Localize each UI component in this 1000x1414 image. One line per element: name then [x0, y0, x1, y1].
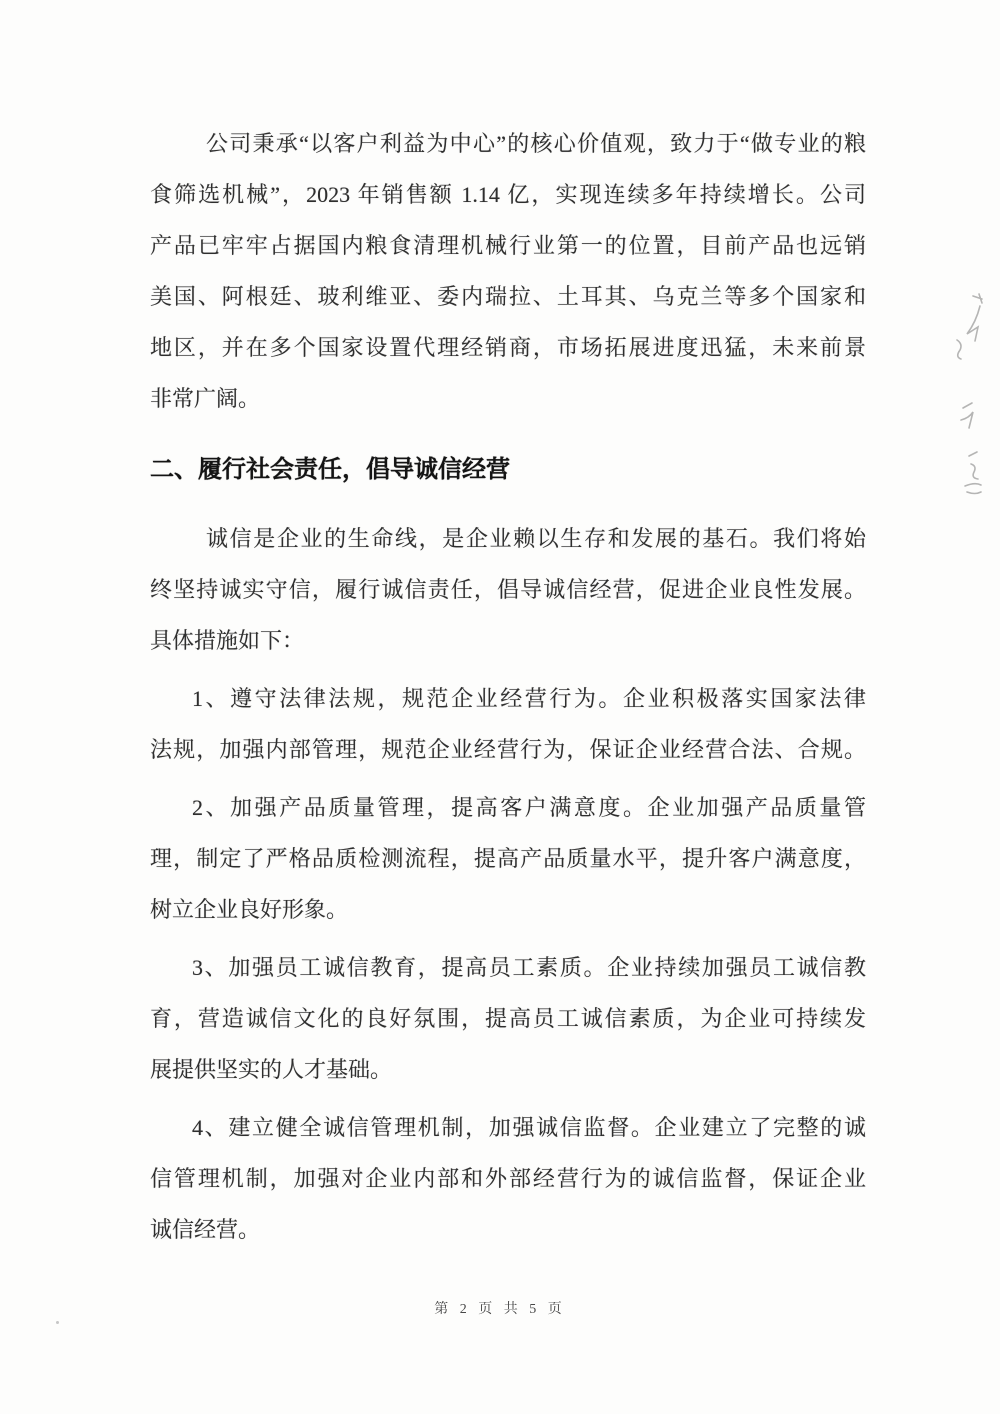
text-line: 1、遵守法律法规，规范企业经营行为。企业积极落实国家法律	[192, 686, 866, 711]
text-line: 产品已牢牢占据国内粮食清理机械行业第一的位置，目前产品也远销	[150, 233, 866, 258]
text-line: 2、加强产品质量管理，提高客户满意度。企业加强产品质量管	[192, 795, 866, 820]
text-line: 法规，加强内部管理，规范企业经营行为，保证企业经营合法、合规。	[150, 737, 866, 762]
handwriting-scan-artifact	[935, 288, 997, 503]
text-line: 树立企业良好形象。	[150, 897, 349, 922]
text-line: 地区，并在多个国家设置代理经销商，市场拓展进度迅猛，未来前景	[150, 335, 866, 360]
text-line: 食筛选机械”，2023 年销售额 1.14 亿，实现连续多年持续增长。公司	[150, 182, 866, 207]
scan-speck	[56, 1321, 59, 1324]
paragraph-company-intro	[150, 118, 866, 424]
text-line: 美国、阿根廷、玻利维亚、委内瑞拉、土耳其、乌克兰等多个国家和	[150, 284, 866, 309]
text-line: 育，营造诚信文化的良好氛围，提高员工诚信素质，为企业可持续发	[150, 1006, 866, 1031]
paragraph-measure-4	[150, 1102, 866, 1255]
text-line: 公司秉承“以客户利益为中心”的核心价值观，致力于“做专业的粮	[206, 131, 866, 156]
document-body	[150, 118, 866, 1255]
text-line: 4、建立健全诚信管理机制，加强诚信监督。企业建立了完整的诚	[192, 1115, 866, 1140]
paragraph-measure-2	[150, 782, 866, 935]
text-line: 非常广阔。	[150, 386, 261, 411]
paragraph-measure-1	[150, 673, 866, 775]
text-line: 信管理机制，加强对企业内部和外部经营行为的诚信监督，保证企业	[150, 1166, 866, 1191]
pencil-squiggle-icon	[935, 288, 997, 503]
text-line: 3、加强员工诚信教育，提高员工素质。企业持续加强员工诚信教	[192, 955, 866, 980]
paragraph-measure-3	[150, 942, 866, 1095]
text-line: 理，制定了严格品质检测流程，提高产品质量水平，提升客户满意度，	[150, 846, 866, 871]
text-line: 诚信经营。	[150, 1217, 261, 1242]
text-line: 展提供坚实的人才基础。	[150, 1057, 393, 1082]
page-footer: 第 2 页 共 5 页	[434, 1302, 566, 1317]
text-line: 诚信是企业的生命线，是企业赖以生存和发展的基石。我们将始	[206, 526, 866, 551]
section-heading: 二、履行社会责任，倡导诚信经营	[150, 457, 510, 483]
text-line: 具体措施如下：	[150, 628, 305, 653]
paragraph-integrity-intro	[150, 513, 866, 666]
text-line: 终坚持诚实守信，履行诚信责任，倡导诚信经营，促进企业良性发展。	[150, 577, 866, 602]
